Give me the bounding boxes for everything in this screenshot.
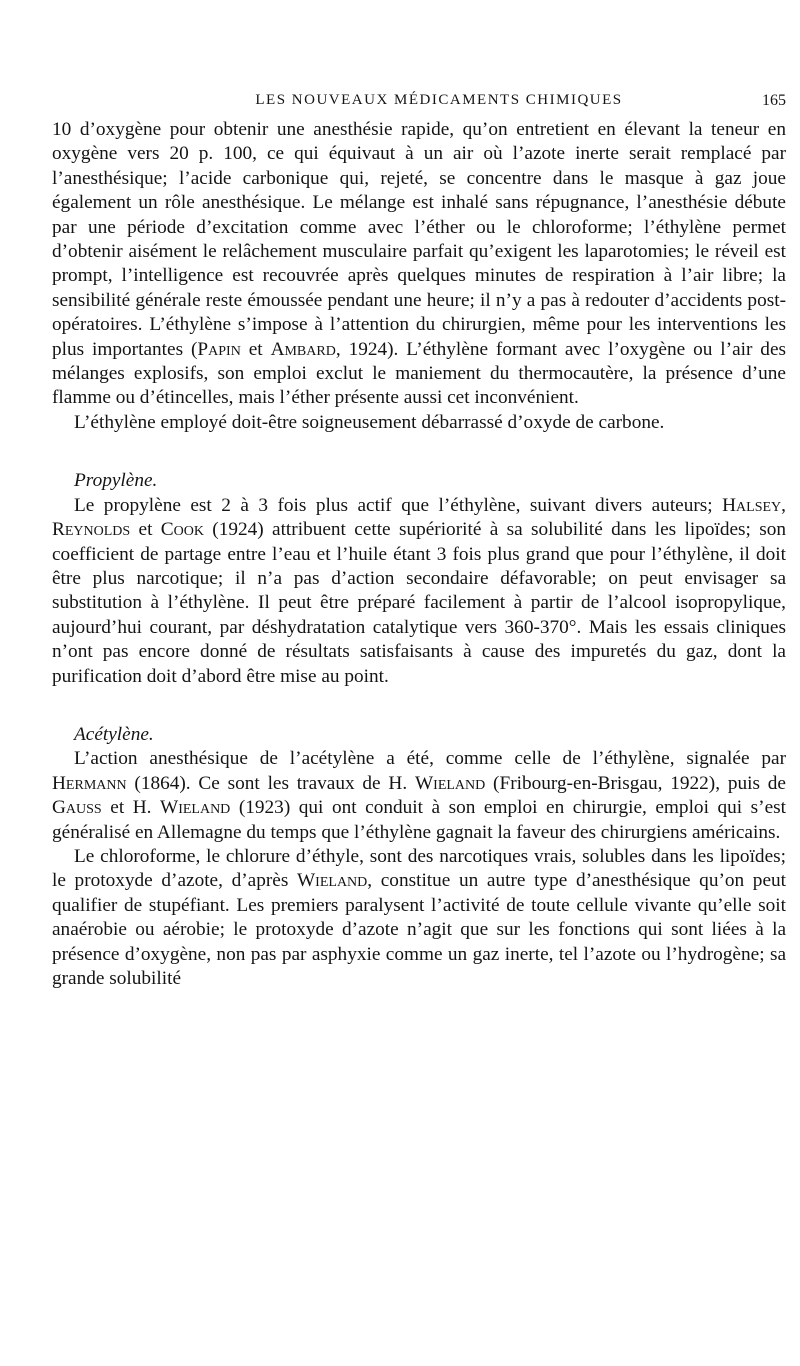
author-gauss: Gauss	[52, 797, 102, 819]
author-wieland: Wieland	[296, 870, 368, 892]
author-cook: Cook	[160, 519, 204, 541]
author-halsey: Halsey	[722, 494, 782, 516]
author-wieland: Wieland	[160, 797, 231, 819]
paragraph-propylene: Le propylène est 2 à 3 fois plus actif que l’éthylène, suivant divers auteurs; Halsey, Reynolds et Cook (1924) attribuent cette supériorité à sa solubilité dans les lipoïdes; son coefficient de partage entre l’eau et l’huile étant 3 fois plus grand que pour l’éthylène, il doit être plus narcotique; il n’a pas d’action secondaire défavorable; on peut envisager sa substitution à l’éthylène. Il peut être préparé facilement à partir de l’alcool isopropylique, aujourd’hui courant, par déshydratation catalytique vers 360-370°. Mais les essais cliniques n’ont pas encore donné de résultats satisfaisants à cause des impuretés du gaz, dont la purification doit d’abord être mise au point.	[52, 494, 786, 687]
author-hermann: Hermann	[52, 772, 127, 794]
paragraph-ethylene-purification: L’éthylène employé doit-être soigneusement débarrassé d’oxyde de carbone.	[74, 411, 665, 433]
paragraph-acetylene-history: L’action anesthésique de l’acétylène a été, comme celle de l’éthylène, signalée par Hermann (1864). Ce sont les travaux de H. Wieland (Fribourg-en-Brisgau, 1922), puis de Gauss et H. Wieland (1923) qui ont conduit à son emploi en chirurgie, emploi qui s’est généralisé en Allemagne du temps que l’éthylène gagnait la faveur des chirurgiens américains.	[52, 748, 786, 843]
author-ambard: Ambard	[270, 338, 336, 360]
author-wieland: Wieland	[414, 772, 486, 794]
paragraph-acetylene-narcotics: Le chloroforme, le chlorure d’éthyle, sont des narcotiques vrais, solubles dans les lipoïdes; le protoxyde d’azote, d’après Wieland, constitue un autre type d’anesthésique qu’on peut qualifier de stupéfiant. Les premiers paralysent l’activité de toute cellule vivante qu’elle soit anaérobie ou aérobie; le protoxyde d’azote n’agit que sur les fonctions qui sont liées à la présence d’oxygène, non pas par asphyxie comme un gaz inerte, tel l’azote ou l’hydrogène; sa grande solubilité	[52, 845, 787, 989]
running-header	[52, 88, 786, 118]
section-heading-acetylene: Acétylène.	[74, 723, 154, 745]
author-reynolds: Reynolds	[52, 519, 131, 541]
page-number: 165	[762, 92, 786, 109]
running-title: LES NOUVEAUX MÉDICAMENTS CHIMIQUES	[255, 92, 623, 108]
paragraph-ethylene-continued: 10 d’oxygène pour obtenir une anesthésie rapide, qu’on entretient en élevant la teneur en oxygène vers 20 p. 100, ce qui équivaut à un air où l’azote inerte serait remplacé par l’anesthésique; l’acide carbonique qui, rejeté, se concentre dans le masque à gaz joue également un rôle anesthésique. Le mélange est inhalé sans répugnance, l’anesthésie débute par une période d’excitation comme avec l’éther ou le chloroforme; l’éthylène permet d’obtenir aisément le relâchement musculaire parfait qu’exigent les laparotomies; le réveil est prompt, l’intelligence est recouvrée après quelques minutes de respiration à l’air libre; la sensibilité générale reste émoussée pendant une heure; il n’y a pas à redouter d’accidents post-opératoires. L’éthylène s’impose à l’attention du chirurgien, même pour les interventions les plus importantes (Papin et Ambard, 1924). L’éthylène formant avec l’oxygène ou l’air des mélanges explosifs, son emploi exclut le maniement du thermocautère, la présence d’une flamme ou d’étincelles, mais l’éther présente aussi cet inconvénient.	[52, 119, 787, 409]
author-papin: Papin	[197, 338, 241, 360]
book-page	[52, 88, 786, 991]
section-heading-propylene: Propylène.	[74, 470, 158, 492]
